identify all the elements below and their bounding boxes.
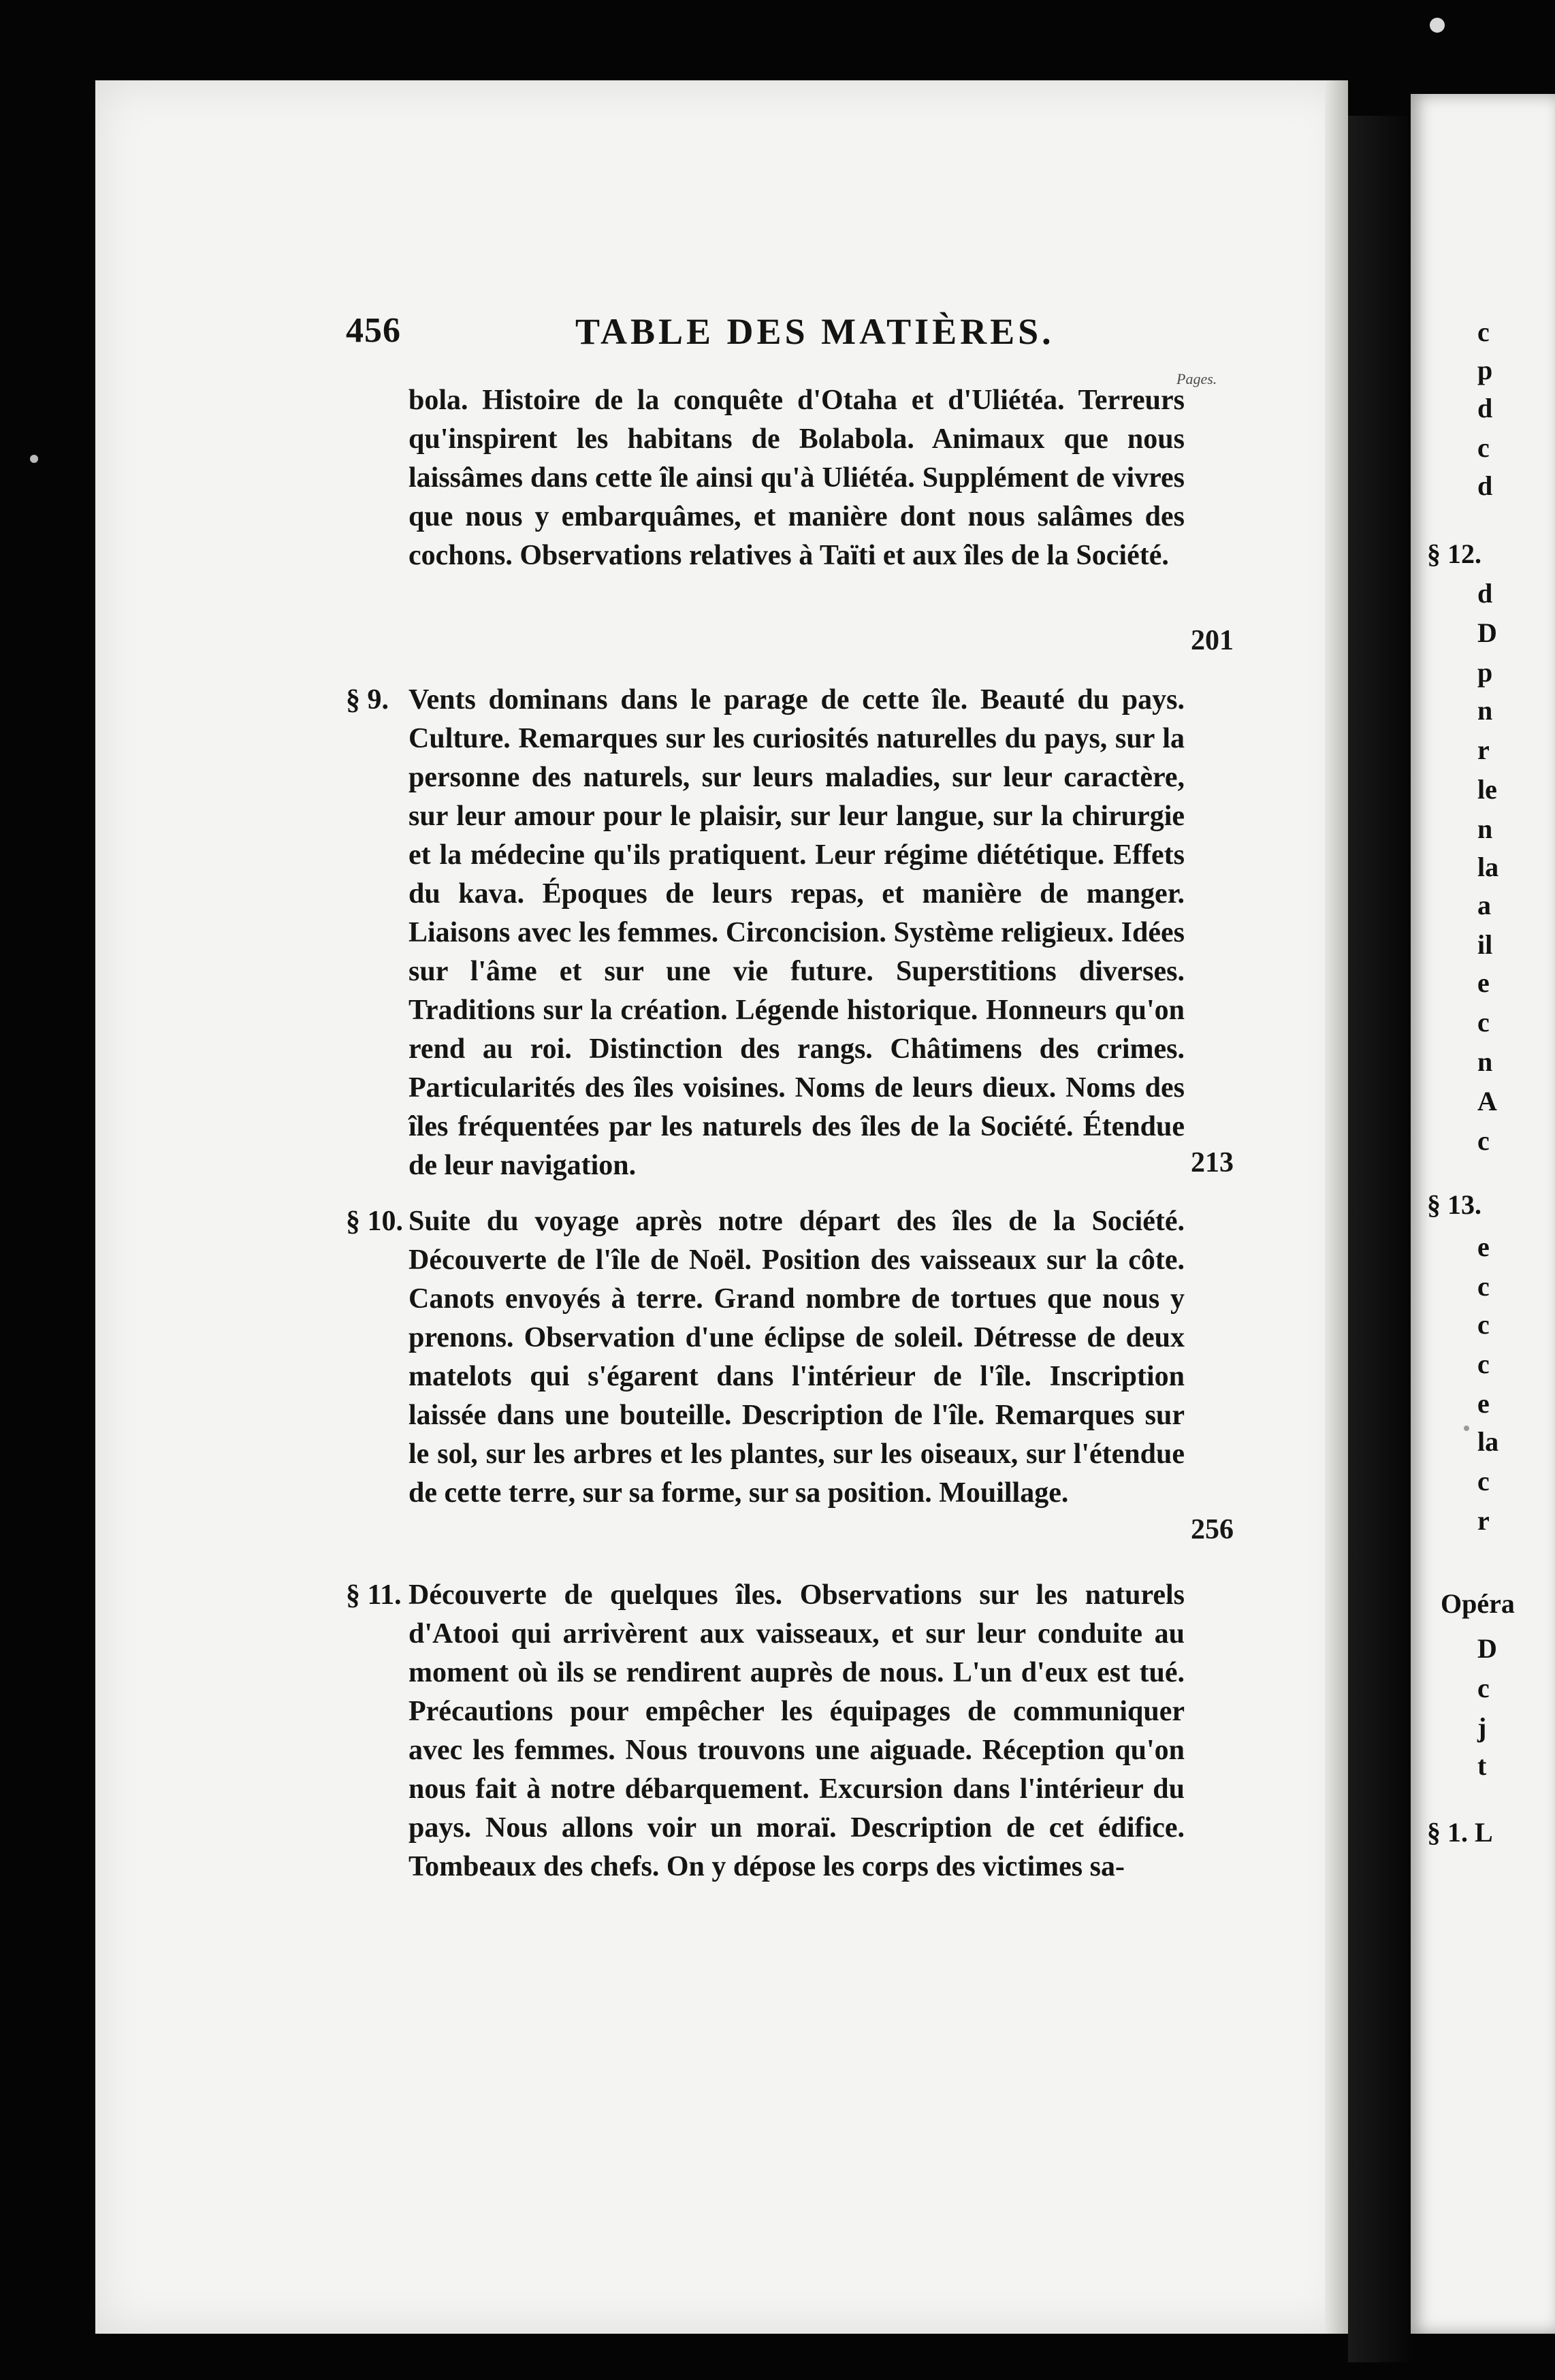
facing-page-text-fragment: d <box>1477 578 1493 609</box>
toc-entry <box>346 1202 1185 1513</box>
facing-page-text-fragment: j <box>1477 1712 1487 1743</box>
facing-page-text-fragment: t <box>1477 1750 1487 1781</box>
facing-page-text-fragment: c <box>1477 317 1490 347</box>
scan-speck <box>1430 18 1445 33</box>
facing-page-text-fragment: c <box>1477 1673 1490 1703</box>
page-reference: 213 <box>1191 1147 1234 1178</box>
section-number: § 10. <box>346 1206 403 1237</box>
facing-page-text-fragment: p <box>1477 355 1493 385</box>
facing-page-text-fragment: c <box>1477 1271 1490 1302</box>
facing-page-text-fragment: e <box>1477 1388 1490 1419</box>
facing-page-text-fragment: e <box>1477 1232 1490 1262</box>
page-header <box>0 310 1555 365</box>
page-reference: 256 <box>1191 1514 1234 1545</box>
facing-page-text-fragment: A <box>1477 1086 1497 1116</box>
facing-page-text-fragment: le <box>1477 774 1497 805</box>
facing-page-text-fragment: la <box>1477 852 1499 882</box>
facing-page-text-fragment: d <box>1477 470 1493 501</box>
facing-page-edge <box>1411 94 1555 2334</box>
facing-page-text-fragment: il <box>1477 929 1493 960</box>
facing-page-text-fragment: r <box>1477 735 1490 765</box>
facing-page-text-fragment: c <box>1477 1125 1490 1156</box>
facing-page-text-fragment: n <box>1477 814 1493 844</box>
facing-page-text-fragment: c <box>1477 432 1490 463</box>
running-title: TABLE DES MATIÈRES. <box>575 311 1055 352</box>
section-number: § 11. <box>346 1579 402 1611</box>
facing-page-text-fragment: c <box>1477 1007 1490 1038</box>
facing-page-text-fragment: c <box>1477 1466 1490 1496</box>
facing-page-text-fragment: p <box>1477 657 1493 688</box>
section-summary: bola. Histoire de la conquête d'Otaha et d'Uliétéa. Terreurs qu'inspirent les habitans de Bolabola. Animaux que nous laissâmes dans cette île ainsi qu'à Uliétéa. Supplément de vivres que nous y embarquâmes, et manière dont nous salâmes des cochons. Observations relatives à Taïti et aux îles de la Société. <box>408 385 1185 571</box>
book-gutter <box>1348 116 1411 2362</box>
section-summary: Vents dominans dans le parage de cette île. Beauté du pays. Culture. Remarques sur les curiosités naturelles du pays, sur la personne des naturels, sur leurs maladies, sur leur caractère, sur leur amour pour le plaisir, sur leur langue, sur la chirurgie et la médecine qu'ils pratiquent. Leur régime diététique. Effets du kava. Époques de leurs repas, et manière de manger. Liaisons avec les femmes. Circoncision. Système religieux. Idées sur l'âme et sur une vie future. Superstitions diverses. Traditions sur la création. Légende historique. Honneurs qu'on rend au roi. Distinction des rangs. Châtimens des crimes. Particularités des îles voisines. Noms de leurs dieux. Noms des îles fréquentées par les naturels des îles de la Société. Étendue de leur navigation. <box>408 684 1185 1181</box>
scan-speck <box>1464 1426 1469 1431</box>
toc-entry <box>346 1576 1185 1886</box>
toc-entry <box>408 381 1185 575</box>
section-summary: Découverte de quelques îles. Observations sur les naturels d'Atooi qui arrivèrent aux vaisseaux, et sur leur conduite au moment où ils se rendirent auprès de nous. L'un d'eux est tué. Précautions pour empêcher les équipages de communiquer avec les femmes. Nous trouvons une aiguade. Réception qu'on nous fait à notre débarquement. Excursion dans l'intérieur du pays. Nous allons voir un moraï. Description de cet édifice. Tombeaux des chefs. On y dépose les corps des victimes sa- <box>408 1579 1185 1882</box>
facing-page-text-fragment: d <box>1477 393 1493 423</box>
scan-speck <box>30 455 38 463</box>
facing-page-text-fragment: c <box>1477 1349 1490 1379</box>
facing-page-text-fragment: la <box>1477 1426 1499 1457</box>
page-number: 456 <box>346 311 401 350</box>
section-number: § 9. <box>346 684 389 715</box>
facing-page-text-fragment: D <box>1477 617 1497 648</box>
facing-page-text-fragment: n <box>1477 695 1493 726</box>
facing-page-text-fragment: r <box>1477 1505 1490 1536</box>
facing-page-text-fragment: § 12. <box>1427 538 1481 569</box>
facing-page-text-fragment: c <box>1477 1309 1490 1340</box>
pages-column-label: Pages. <box>1176 370 1217 387</box>
section-summary: Suite du voyage après notre départ des îles de la Société. Découverte de l'île de Noël. Position des vaisseaux sur la côte. Canots envoyés à terre. Grand nombre de tortues que nous y prenons. Observation d'une éclipse de soleil. Détresse de deux matelots qui s'égarent dans l'intérieur de l'île. Inscription laissée dans une bouteille. Description de l'île. Remarques sur le sol, sur les arbres et les plantes, sur les oiseaux, sur l'étendue de cette terre, sur sa forme, sur sa position. Mouillage. <box>408 1206 1185 1509</box>
page-reference: 201 <box>1191 625 1234 656</box>
facing-page-text-fragment: a <box>1477 890 1491 920</box>
facing-page-text-fragment: e <box>1477 967 1490 998</box>
facing-page-text-fragment: Opéra <box>1441 1588 1515 1619</box>
facing-page-text-fragment: D <box>1477 1633 1497 1664</box>
facing-page-text-fragment: § 1. L <box>1427 1817 1493 1848</box>
toc-entry <box>346 681 1185 1185</box>
facing-page-text-fragment: n <box>1477 1046 1493 1077</box>
facing-page-text-fragment: § 13. <box>1427 1189 1481 1220</box>
